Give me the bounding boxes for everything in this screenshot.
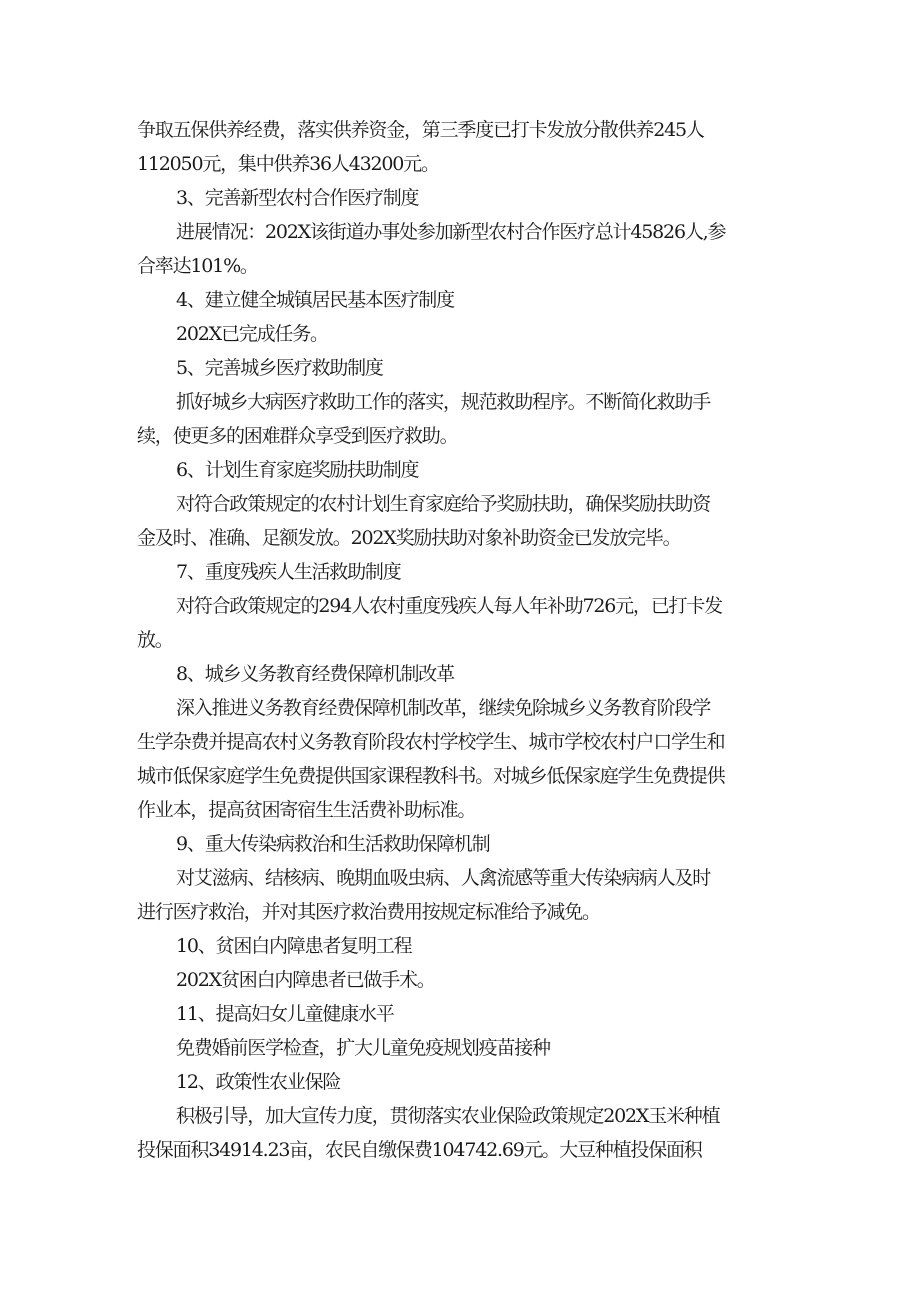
text-line: 202X贫困白内障患者已做手术。 [176,969,435,991]
section-heading: 6、计划生育家庭奖励扶助制度 [176,459,419,481]
section-heading: 11、提高妇女儿童健康水平 [176,1003,394,1025]
text-line: 抓好城乡大病医疗救助工作的落实，规范救助程序。不断简化救助手 [176,391,711,413]
text-line: 对艾滋病、结核病、晚期血吸虫病、人禽流感等重大传染病病人及时 [176,867,711,889]
text-line: 生学杂费并提高农村义务教育阶段农村学校学生、城市学校农村户口学生和 [137,731,725,753]
text-line: 续，使更多的困难群众享受到医疗救助。 [137,425,458,447]
text-line: 合率达101%。 [137,255,258,277]
text-line: 进行医疗救治，并对其医疗救治费用按规定标准给予减免。 [137,901,600,923]
text-line: 112050元，集中供养36人43200元。 [137,153,439,175]
text-line: 202X已完成任务。 [176,323,328,345]
text-line: 对符合政策规定的294人农村重度残疾人每人年补助726元，已打卡发 [176,595,722,617]
section-heading: 7、重度残疾人生活救助制度 [176,561,401,583]
section-heading: 5、完善城乡医疗救助制度 [176,357,383,379]
section-heading: 4、建立健全城镇居民基本医疗制度 [176,289,454,311]
text-line: 争取五保供养经费，落实供养资金，第三季度已打卡发放分散供养245人 [137,119,704,141]
text-line: 免费婚前医学检查，扩大儿童免疫规划疫苗接种 [176,1037,550,1059]
text-line: 深入推进义务教育经费保障机制改革，继续免除城乡义务教育阶段学 [176,697,711,719]
section-heading: 3、完善新型农村合作医疗制度 [176,187,419,209]
section-heading: 8、城乡义务教育经费保障机制改革 [176,663,454,685]
section-heading: 12、政策性农业保险 [176,1071,341,1093]
section-heading: 10、贫困白内障患者复明工程 [176,935,412,957]
text-line: 城市低保家庭学生免费提供国家课程教科书。对城乡低保家庭学生免费提供 [137,765,725,787]
text-line: 对符合政策规定的农村计划生育家庭给予奖励扶助，确保奖励扶助资 [176,493,711,515]
text-line: 金及时、准确、足额发放。202X奖励扶助对象补助资金已发放完毕。 [137,527,681,549]
text-line: 作业本，提高贫困寄宿生生活费补助标准。 [137,799,476,821]
text-line: 进展情况：202X该街道办事处参加新型农村合作医疗总计45826人,参 [176,221,726,243]
text-line: 投保面积34914.23亩，农民自缴保费104742.69元。大豆种植投保面积 [137,1139,702,1161]
text-line: 积极引导，加大宣传力度，贯彻落实农业保险政策规定202X玉米种植 [176,1105,720,1127]
section-heading: 9、重大传染病救治和生活救助保障机制 [176,833,490,855]
text-line: 放。 [137,629,173,651]
